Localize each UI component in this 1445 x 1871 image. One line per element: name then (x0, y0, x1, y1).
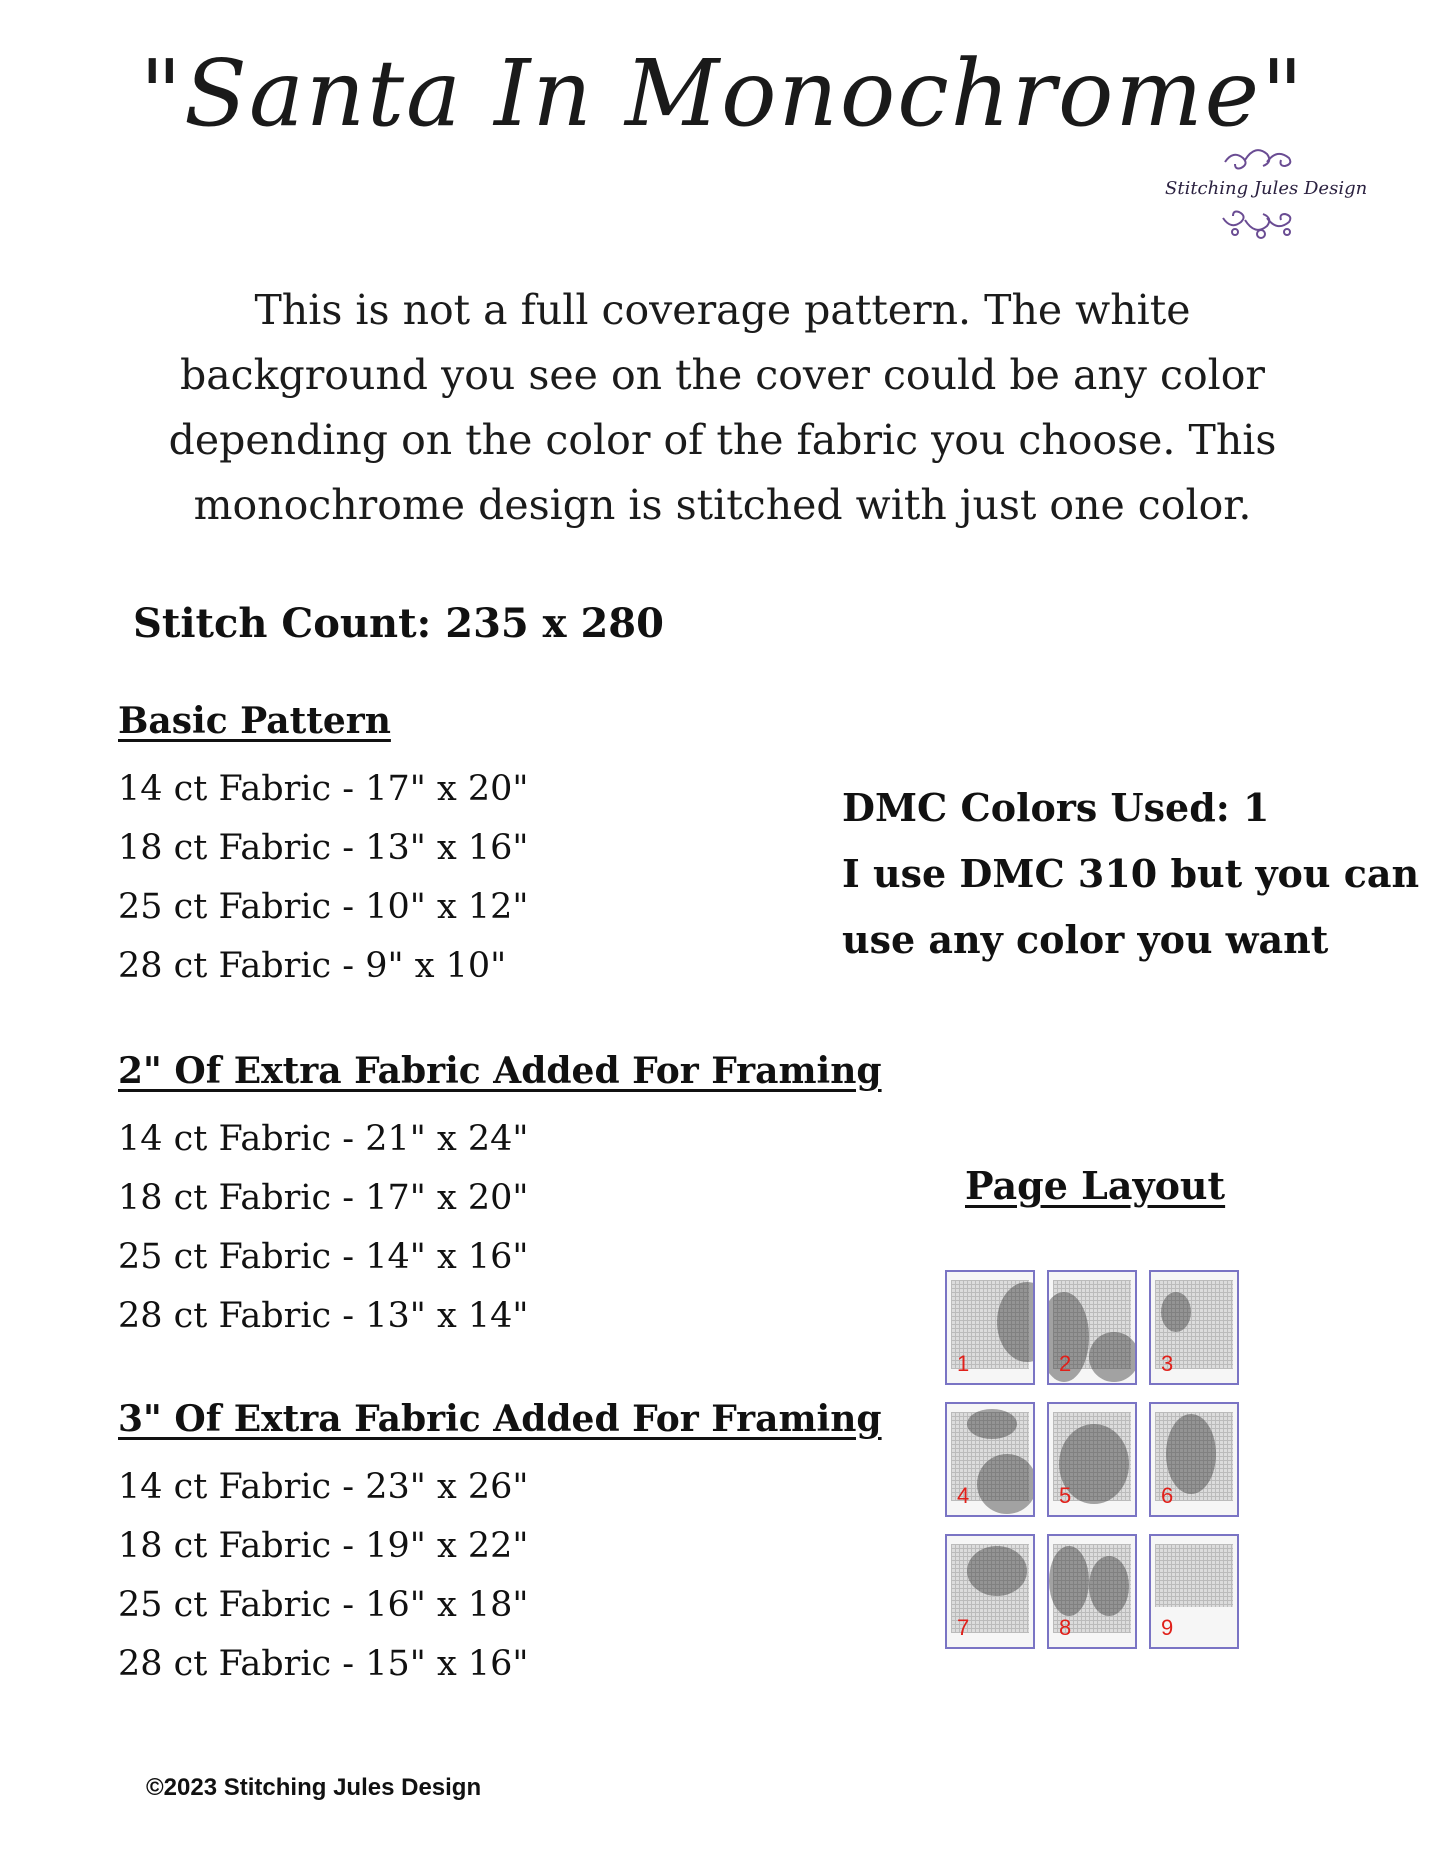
page-number: 2 (1059, 1351, 1072, 1376)
brand-logo (1165, 140, 1368, 250)
page-thumbnail (1047, 1402, 1137, 1517)
logo-text: Stitching Jules Design (1165, 178, 1368, 199)
section-heading-basic: Basic Pattern (118, 700, 391, 742)
list-item: 25 ct Fabric - 10" x 12" (118, 887, 529, 927)
list-item: 25 ct Fabric - 14" x 16" (118, 1237, 529, 1277)
list-item: 18 ct Fabric - 13" x 16" (118, 828, 529, 868)
list-item: 28 ct Fabric - 9" x 10" (118, 946, 507, 986)
list-item: 14 ct Fabric - 21" x 24" (118, 1119, 529, 1159)
page-thumbnail (1047, 1270, 1137, 1385)
page-number: 7 (957, 1615, 970, 1640)
page-thumbnail (1149, 1534, 1239, 1649)
fabric-list-3in (118, 1458, 529, 1694)
stitch-count: Stitch Count: 235 x 280 (133, 600, 664, 647)
fabric-list-2in (118, 1110, 529, 1346)
page-thumbnail (945, 1270, 1035, 1385)
list-item: 18 ct Fabric - 17" x 20" (118, 1178, 529, 1218)
list-item: 18 ct Fabric - 19" x 22" (118, 1526, 529, 1566)
page-thumbnail (945, 1534, 1035, 1649)
list-item: 28 ct Fabric - 15" x 16" (118, 1644, 529, 1684)
section-heading-3in: 3" Of Extra Fabric Added For Framing (118, 1398, 882, 1440)
page-number: 8 (1059, 1615, 1072, 1640)
page-layout-heading: Page Layout (965, 1163, 1226, 1208)
page-number: 3 (1161, 1351, 1174, 1376)
dmc-line-3: use any color you want (842, 917, 1329, 962)
list-item: 28 ct Fabric - 13" x 14" (118, 1296, 529, 1336)
page-layout-grid (945, 1270, 1245, 1660)
page-number: 5 (1059, 1483, 1072, 1508)
page-thumbnail (1149, 1270, 1239, 1385)
list-item: 25 ct Fabric - 16" x 18" (118, 1585, 529, 1625)
dmc-colors-info (842, 775, 1422, 973)
page-title: "Santa In Monochrome" (139, 40, 1306, 147)
page-thumbnail (1047, 1534, 1137, 1649)
page-number: 6 (1161, 1483, 1174, 1508)
dmc-line-2: I use DMC 310 but you can (842, 851, 1420, 896)
intro-paragraph: This is not a full coverage pattern. The white background you see on the cover could be any color depending on the color of the fabric you choose. This monochrome design is stitched with just one color. (168, 286, 1277, 529)
page-thumbnail (1149, 1402, 1239, 1517)
fabric-list-basic (118, 760, 529, 996)
section-heading-2in: 2" Of Extra Fabric Added For Framing (118, 1050, 882, 1092)
page-number: 4 (957, 1483, 970, 1508)
page-number: 1 (957, 1351, 970, 1376)
list-item: 14 ct Fabric - 23" x 26" (118, 1467, 529, 1507)
dmc-line-1: DMC Colors Used: 1 (842, 785, 1270, 830)
page-thumbnail (945, 1402, 1035, 1517)
list-item: 14 ct Fabric - 17" x 20" (118, 769, 529, 809)
page-number: 9 (1161, 1615, 1174, 1640)
copyright-footer: ©2023 Stitching Jules Design (146, 1774, 482, 1801)
